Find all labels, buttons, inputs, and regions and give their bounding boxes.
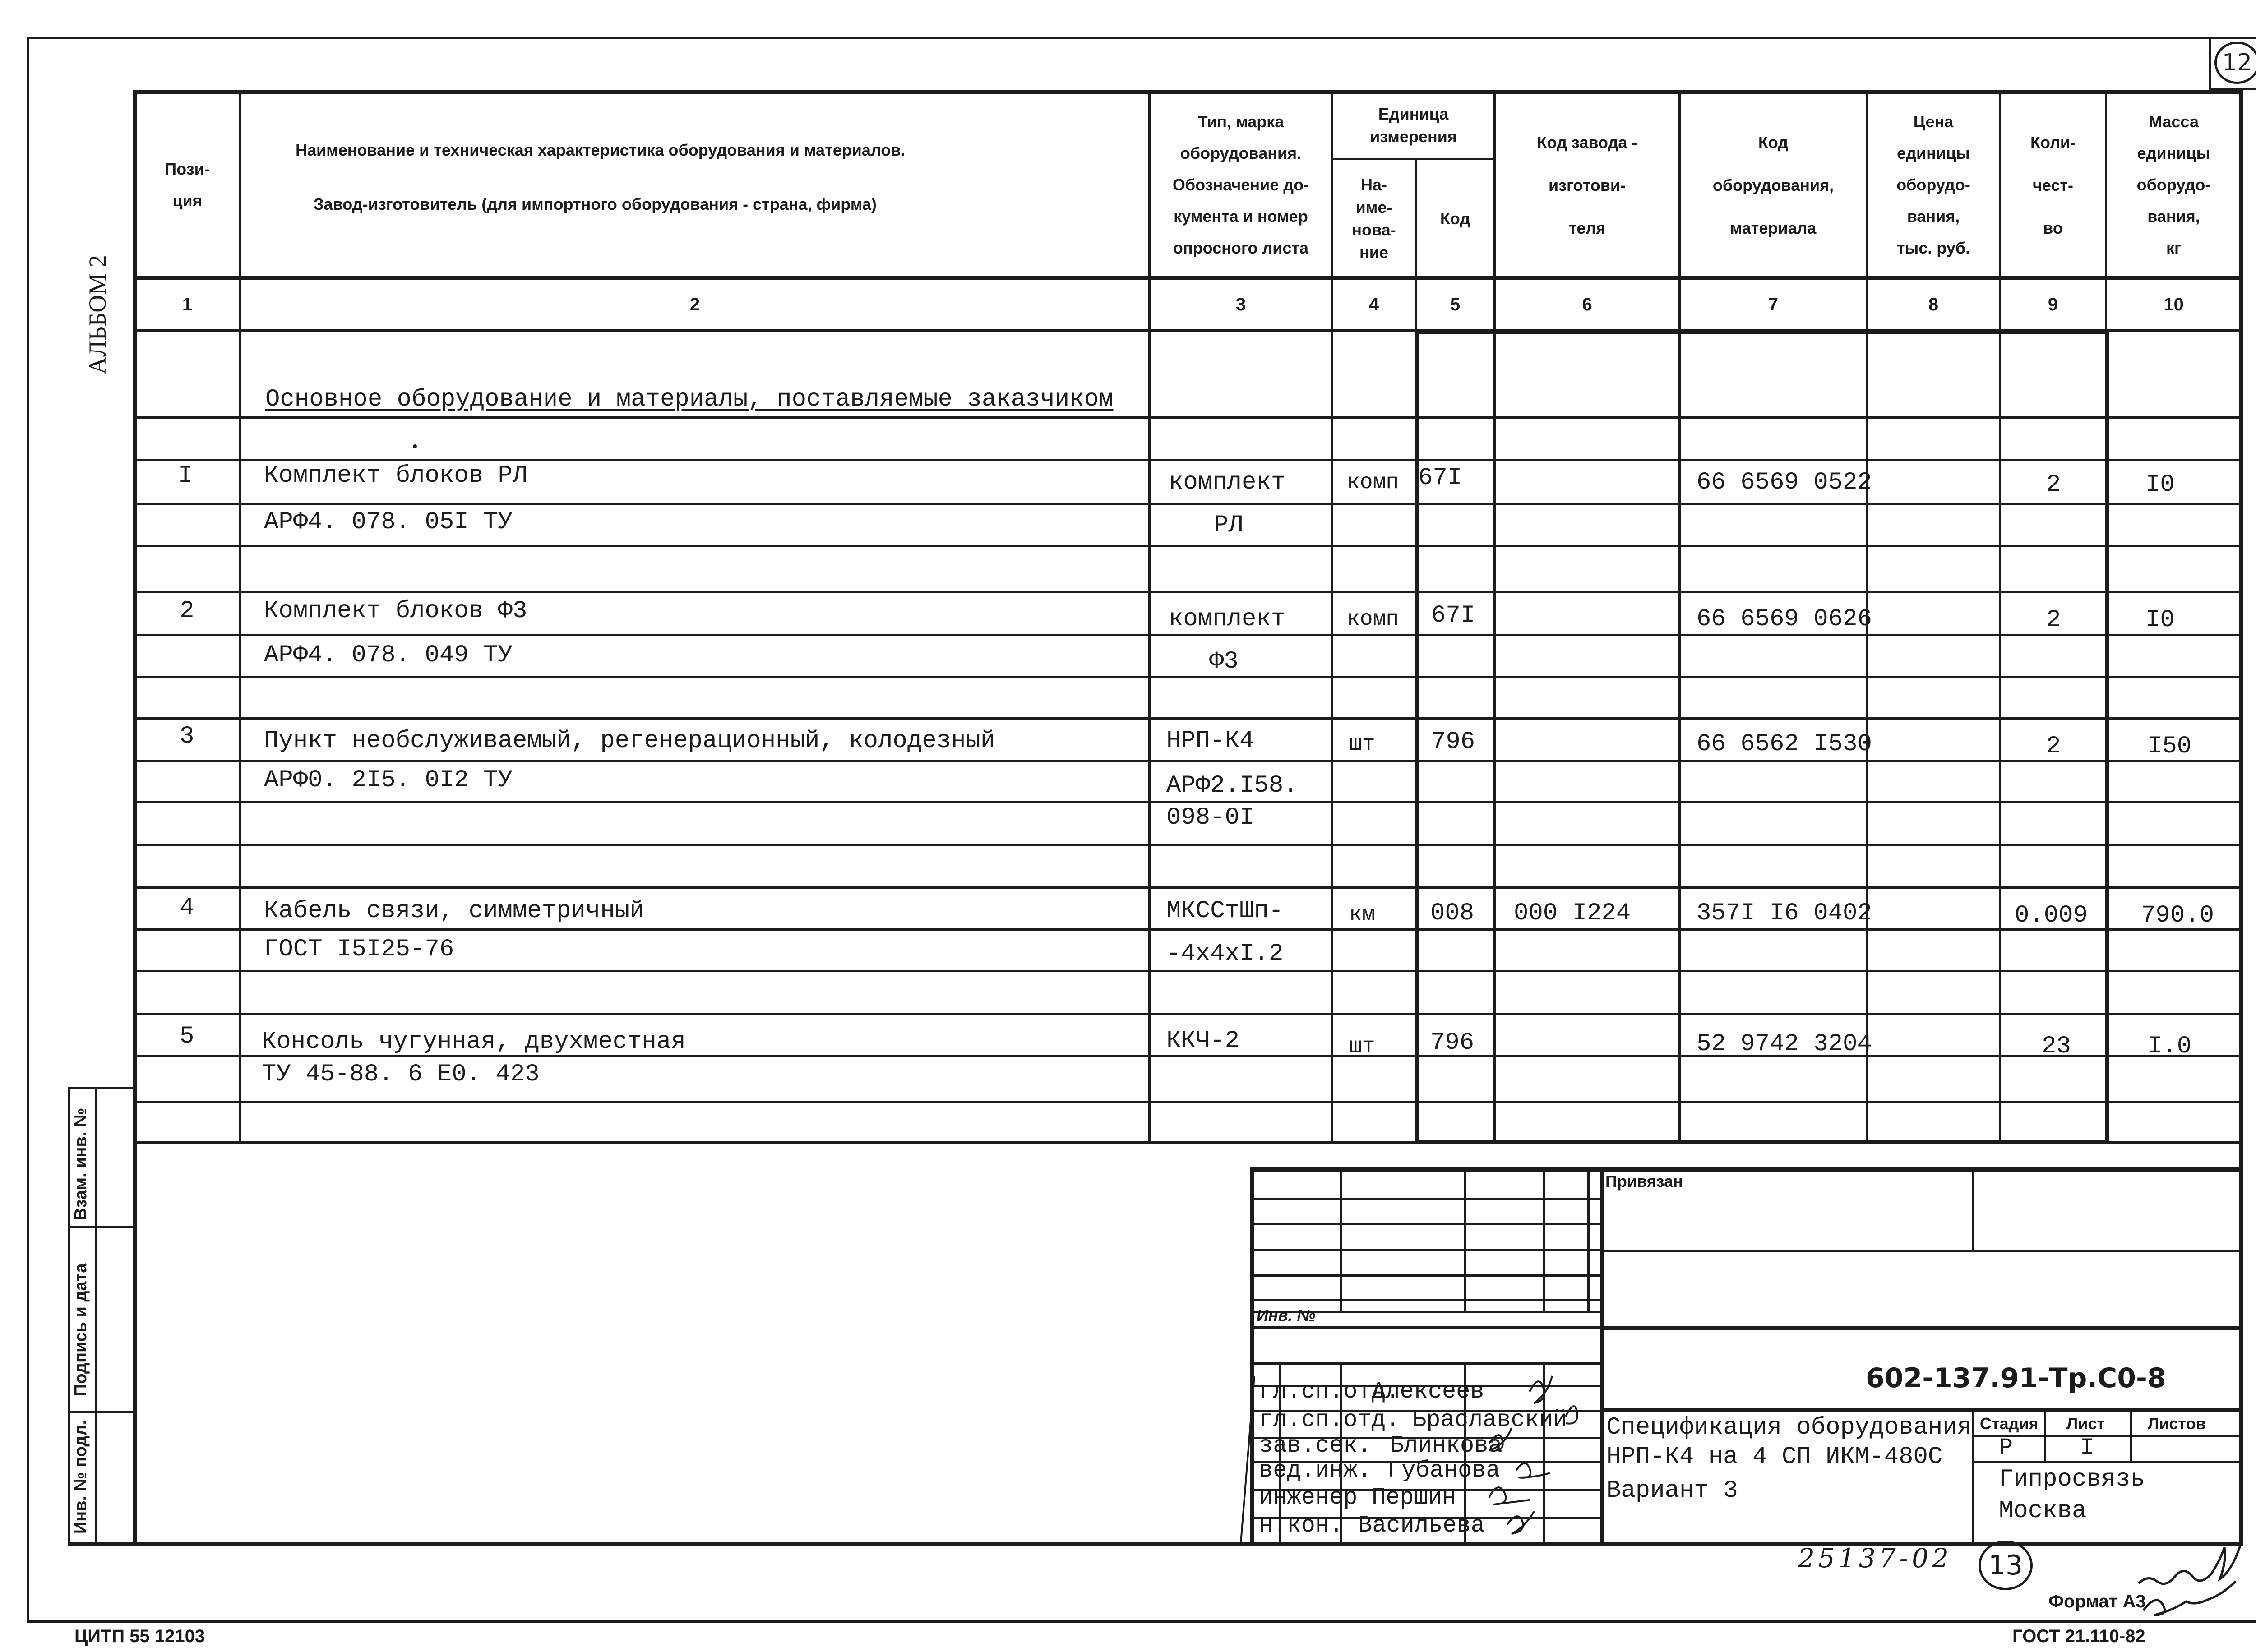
organization-line-2: Москва [1999, 1497, 2087, 1525]
row2-mass: I0 [2145, 606, 2175, 634]
tb-row [1250, 1223, 1602, 1225]
signer-6-name: Васильева [1358, 1512, 1485, 1539]
header-position: Пози- ция [165, 160, 210, 210]
signer-3-name: Блинкова [1390, 1432, 1502, 1459]
page-number: 12 [2214, 42, 2256, 84]
row5-qty: 23 [2042, 1033, 2071, 1060]
row-line [133, 591, 2243, 593]
header-unit-group: Единица измерения [1370, 104, 1457, 146]
signature-scribbles [1236, 1367, 1597, 1547]
speck [413, 444, 417, 448]
tb-row [1250, 1326, 1602, 1329]
row3-unit: шт [1349, 732, 1375, 757]
colnum-10: 10 [2164, 294, 2184, 314]
tb-code-line [1600, 1326, 2243, 1330]
stamp-line [68, 1226, 135, 1228]
signer-4-name: Губанова [1387, 1457, 1500, 1484]
stage-value: Р [1999, 1435, 2013, 1461]
handwritten-mark [2134, 1534, 2256, 1620]
archive-number: 25137-02 [1798, 1543, 1952, 1574]
row4-name: Кабель связи, симметричный [264, 897, 644, 925]
row-line [133, 1013, 2243, 1015]
table-bottom-line [133, 1141, 2243, 1144]
row3-type-2: АРФ2.I58. [1166, 772, 1298, 799]
row2-code: 66 6569 0626 [1697, 605, 1872, 633]
frame-top [27, 37, 2256, 39]
row-line [133, 970, 2243, 972]
row-line [133, 928, 2243, 931]
header-name-line2: Завод-изготовитель (для импортного оборудования - страна, фирма) [314, 195, 877, 213]
tb-stage-col [2130, 1408, 2132, 1463]
row4-unit: км [1349, 903, 1375, 927]
row5-name: Консоль чугунная, двухместная [262, 1028, 686, 1056]
tb-col [1340, 1167, 1342, 1312]
colnum-6: 6 [1582, 294, 1592, 314]
row-line [133, 459, 2243, 461]
tb-col [1543, 1167, 1545, 1312]
description-line-2: НРП-К4 на 4 СП ИКМ-480С [1606, 1443, 1943, 1471]
row3-position: 3 [180, 723, 194, 750]
row-line [133, 416, 2243, 419]
row2-spec: АРФ4. 078. 049 ТУ [264, 641, 513, 669]
tb-row [1250, 1362, 1602, 1365]
signer-2-name: Браславский [1412, 1407, 1567, 1433]
tb-row [1250, 1249, 1602, 1251]
row5-spec: ТУ 45-88. 6 Е0. 423 [262, 1061, 540, 1088]
footer-left: ЦИТП 55 12103 [74, 1626, 205, 1646]
row3-qty: 2 [2046, 733, 2061, 760]
description-line-3: Вариант 3 [1606, 1477, 1738, 1504]
signer-1-role: гл.сп.отд. [1259, 1378, 1400, 1405]
col-line-2 [239, 90, 241, 1144]
frame-left [27, 37, 29, 1623]
description-line-1: Спецификация оборудования [1606, 1414, 1972, 1441]
tb-desc-line [1600, 1408, 2243, 1412]
colnum-4: 4 [1368, 294, 1379, 314]
header-unit-name: На- име- нова- ние [1352, 175, 1396, 262]
signer-2-role: гл.сп.отд. [1259, 1407, 1400, 1433]
row1-type: комплект [1169, 469, 1286, 496]
row1-code: 66 6569 0522 [1697, 469, 1872, 496]
format-label: Формат А3 [2048, 1592, 2146, 1611]
header-unit-code: Код [1440, 209, 1470, 228]
tb-col [1464, 1167, 1466, 1312]
bold-area-top [1415, 330, 2109, 334]
row1-unit-code: 67I [1418, 464, 1462, 492]
stamp-podpis-data: Подпись и дата [71, 1263, 90, 1396]
sheets-label: Листов [2148, 1414, 2206, 1433]
signer-1-name: Алексеев [1372, 1378, 1484, 1405]
row-line [133, 717, 2243, 720]
row3-name: Пункт необслуживаемый, регенерационный, колодезный [264, 727, 995, 755]
row4-unit-code: 008 [1430, 900, 1475, 927]
tb-top [1250, 1167, 2243, 1172]
stamp-inner-line [95, 1087, 97, 1546]
row2-unit-code: 67I [1431, 602, 1475, 629]
row4-code: 357I I6 0402 [1697, 900, 1872, 927]
footer-right: ГОСТ 21.110-82 [2012, 1626, 2145, 1646]
header-factory-code: Код завода - изготови- теля [1537, 133, 1637, 237]
signer-5-role: инженер [1259, 1484, 1358, 1511]
circled-number: 13 [1979, 1541, 2033, 1590]
row4-type: МКССтШп- [1166, 897, 1284, 925]
row2-qty: 2 [2046, 606, 2061, 634]
row5-unit: шт [1349, 1034, 1375, 1059]
row-line [133, 545, 2243, 547]
row4-spec: ГОСТ I5I25-76 [264, 936, 454, 963]
row3-type: НРП-К4 [1166, 727, 1254, 755]
row3-mass: I50 [2148, 733, 2192, 760]
signer-4-role: вед.инж. [1259, 1457, 1372, 1484]
row5-mass: I.0 [2148, 1033, 2192, 1060]
row2-unit: комп [1347, 607, 1399, 632]
row1-name: Комплект блоков РЛ [264, 462, 527, 489]
colnum-5: 5 [1450, 294, 1461, 314]
stage-label: Стадия [1980, 1414, 2039, 1433]
tb-col [1587, 1167, 1590, 1312]
row-line [133, 844, 2243, 846]
row2-type-2: Ф3 [1209, 648, 1239, 675]
stamp-left-border [68, 1087, 70, 1546]
tb-row [1250, 1198, 1602, 1200]
sheet-label: Лист [2066, 1414, 2105, 1433]
row4-position: 4 [180, 894, 194, 922]
row-line [133, 801, 2243, 803]
row1-type-2: РЛ [1214, 512, 1243, 539]
col-line-10-bold [2105, 332, 2109, 1144]
header-quantity: Коли- чест- во [2030, 133, 2076, 237]
stamp-inv-vzam: Взам. инв. № [71, 1107, 90, 1220]
tb-stage-divider [1972, 1408, 1974, 1546]
inv-no-label: Инв. № [1257, 1306, 1316, 1324]
row4-factory-code: 000 I224 [1514, 900, 1631, 927]
header-price: Цена единицы оборудо- вания, тыс. руб. [1896, 112, 1970, 257]
row2-type: комплект [1169, 605, 1286, 633]
signer-3-role: зав.сек. [1259, 1432, 1372, 1459]
row-line [133, 503, 2243, 505]
row1-unit: комп [1347, 471, 1399, 495]
row2-name: Комплект блоков Ф3 [264, 597, 527, 625]
row5-type: ККЧ-2 [1166, 1027, 1240, 1055]
header-type: Тип, марка оборудования. Обозначение до- кумента и номер опросного листа [1172, 112, 1309, 257]
row3-unit-code: 796 [1431, 728, 1475, 756]
col-line-5-bold [1415, 332, 1419, 1144]
stamp-inv-podl: Инв. № подл. [71, 1420, 90, 1534]
row-line [133, 1101, 2243, 1103]
row3-type-3: 098-0I [1166, 804, 1254, 831]
header-mass: Масса единицы оборудо- вания, кг [2136, 112, 2211, 257]
row-line [133, 760, 2243, 762]
tb-stage-col [2044, 1408, 2046, 1463]
row1-mass: I0 [2145, 471, 2175, 498]
organization-line-1: Гипросвязь [1999, 1466, 2145, 1493]
sheet-value: I [2080, 1435, 2094, 1461]
row-line [133, 886, 2243, 889]
row1-qty: 2 [2046, 471, 2061, 498]
tb-line [1600, 1250, 2243, 1252]
privyazan-label: Привязан [1605, 1172, 1683, 1191]
row5-position: 5 [180, 1023, 194, 1050]
row5-unit-code: 796 [1430, 1029, 1475, 1057]
colnum-8: 8 [1928, 294, 1939, 314]
row2-position: 2 [180, 597, 194, 625]
colnum-7: 7 [1768, 294, 1779, 314]
tb-row [1250, 1274, 1602, 1277]
row1-spec: АРФ4. 078. 05I ТУ [264, 508, 513, 536]
row3-spec: АРФ0. 2I5. 0I2 ТУ [264, 766, 513, 794]
header-name-line1: Наименование и техническая характеристика оборудования и материалов. [296, 141, 906, 159]
stamp-line [68, 1087, 135, 1089]
tb-row [1250, 1299, 1602, 1301]
row5-code: 52 9742 3204 [1697, 1030, 1872, 1058]
row4-mass: 790.0 [2141, 902, 2214, 929]
tb-privyazan-divider [1972, 1167, 1974, 1251]
row4-qty: 0.009 [2015, 902, 2088, 929]
document-code: 602-137.91-Тр.С0-8 [1866, 1362, 2166, 1394]
row1-position: I [178, 462, 193, 489]
signer-6-role: н.кон. [1259, 1512, 1344, 1539]
stamp-line [68, 1411, 135, 1413]
colnum-9: 9 [2048, 294, 2058, 314]
colnum-2: 2 [689, 294, 700, 314]
signer-5-name: Першин [1372, 1484, 1456, 1511]
frame-bottom [27, 1620, 2256, 1623]
row4-type-2: -4х4хI.2 [1166, 940, 1284, 968]
section-title: Основное оборудование и материалы, поставляемые заказчиком [265, 386, 1114, 413]
album-label: АЛЬБОМ 2 [84, 255, 111, 374]
header-equipment-code: Код оборудования, материала [1712, 133, 1834, 237]
colnum-3: 3 [1235, 294, 1246, 314]
row-line [133, 676, 2243, 678]
row-line [133, 634, 2243, 636]
row3-code: 66 6562 I530 [1697, 730, 1872, 758]
colnum-1: 1 [182, 294, 193, 314]
